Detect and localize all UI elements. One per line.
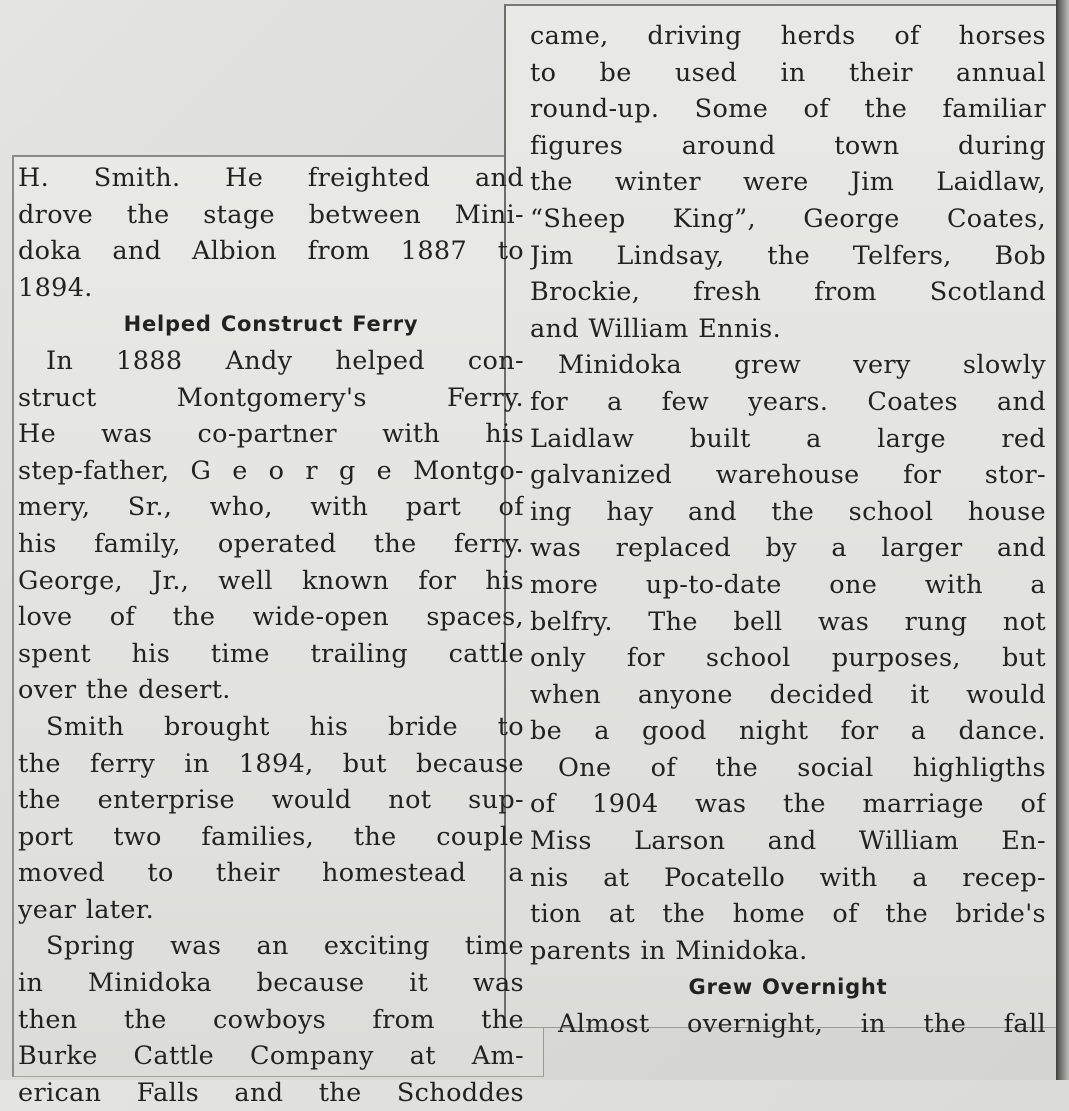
text-line: came, driving herds of horses (530, 21, 1046, 51)
text-line: to be used in their annual (530, 57, 1046, 88)
text-line: only for school purposes, but (530, 643, 1046, 674)
text-line: then the cowboys from the (18, 1004, 524, 1035)
text-line: “Sheep King”, George Coates, (530, 203, 1046, 234)
text-line: love of the wide-open spaces, (18, 602, 524, 633)
text-line: Jim Lindsay, the Telfers, Bob (530, 240, 1046, 271)
text-line: Miss Larson and William En- (530, 826, 1046, 857)
text-line: Almost overnight, in the fall (558, 1009, 1046, 1040)
text-line: the ferry in 1894, but because (18, 748, 524, 779)
text-line: spent his time trailing cattle (18, 638, 524, 669)
text-line: H. Smith. He freighted and (18, 163, 524, 193)
left-column (18, 160, 524, 1111)
text-line: and William Ennis. (530, 313, 782, 344)
text-line: nis at Pocatello with a recep- (530, 862, 1046, 893)
text-line: his family, operated the ferry. (18, 528, 524, 559)
section-heading: Helped Construct Ferry (123, 312, 419, 337)
text-line: ing hay and the school house (530, 496, 1046, 527)
right-column (530, 18, 1046, 1043)
text-line: in Minidoka because it was (18, 968, 524, 999)
text-line: figures around town during (530, 130, 1046, 161)
section-heading: Grew Overnight (688, 975, 888, 1000)
text-line: round-up. Some of the familiar (530, 94, 1046, 125)
text-line: for a few years. Coates and (530, 386, 1046, 417)
text-line: year later. (18, 894, 155, 925)
text-line: He was co-partner with his (18, 419, 524, 450)
text-line: more up-to-date one with a (530, 569, 1046, 600)
text-line: erican Falls and the Schoddes (18, 1077, 524, 1108)
text-line: tion at the home of the bride's (530, 899, 1046, 930)
text-line: moved to their homestead a (18, 858, 524, 889)
text-line: Minidoka grew very slowly (558, 350, 1046, 381)
text-line: George, Jr., well known for his (18, 565, 524, 596)
text-line: One of the social highligths (558, 752, 1046, 783)
text-line: the winter were Jim Laidlaw, (530, 167, 1046, 198)
text-line: mery, Sr., who, with part of (18, 492, 524, 523)
text-line: Brockie, fresh from Scotland (530, 277, 1046, 308)
text-line: was replaced by a larger and (530, 533, 1046, 564)
text-line: be a good night for a dance. (530, 716, 1046, 747)
text-line: Spring was an exciting time (46, 931, 524, 962)
text-line: of 1904 was the marriage of (530, 789, 1046, 820)
text-line: over the desert. (18, 675, 231, 706)
text-line: struct Montgomery's Ferry. (18, 382, 524, 413)
text-line: In 1888 Andy helped con- (46, 345, 524, 376)
text-line: Laidlaw built a large red (530, 423, 1046, 454)
text-line: 1894. (18, 272, 93, 303)
text-line: port two families, the couple (18, 821, 524, 852)
text-line: Burke Cattle Company at Am- (18, 1041, 524, 1072)
text-line: belfry. The bell was rung not (530, 606, 1046, 637)
text-line: the enterprise would not sup- (18, 785, 524, 816)
text-line: step-father, G e o r g e Montgo- (18, 455, 524, 486)
text-line: Smith brought his bride to (46, 711, 524, 742)
text-line: doka and Albion from 1887 to (18, 236, 524, 267)
page-edge-shadow (1056, 0, 1069, 1080)
text-line: parents in Minidoka. (530, 935, 808, 966)
text-line: drove the stage between Mini- (18, 199, 524, 230)
text-line: galvanized warehouse for stor- (530, 460, 1046, 491)
text-line: when anyone decided it would (530, 679, 1046, 710)
